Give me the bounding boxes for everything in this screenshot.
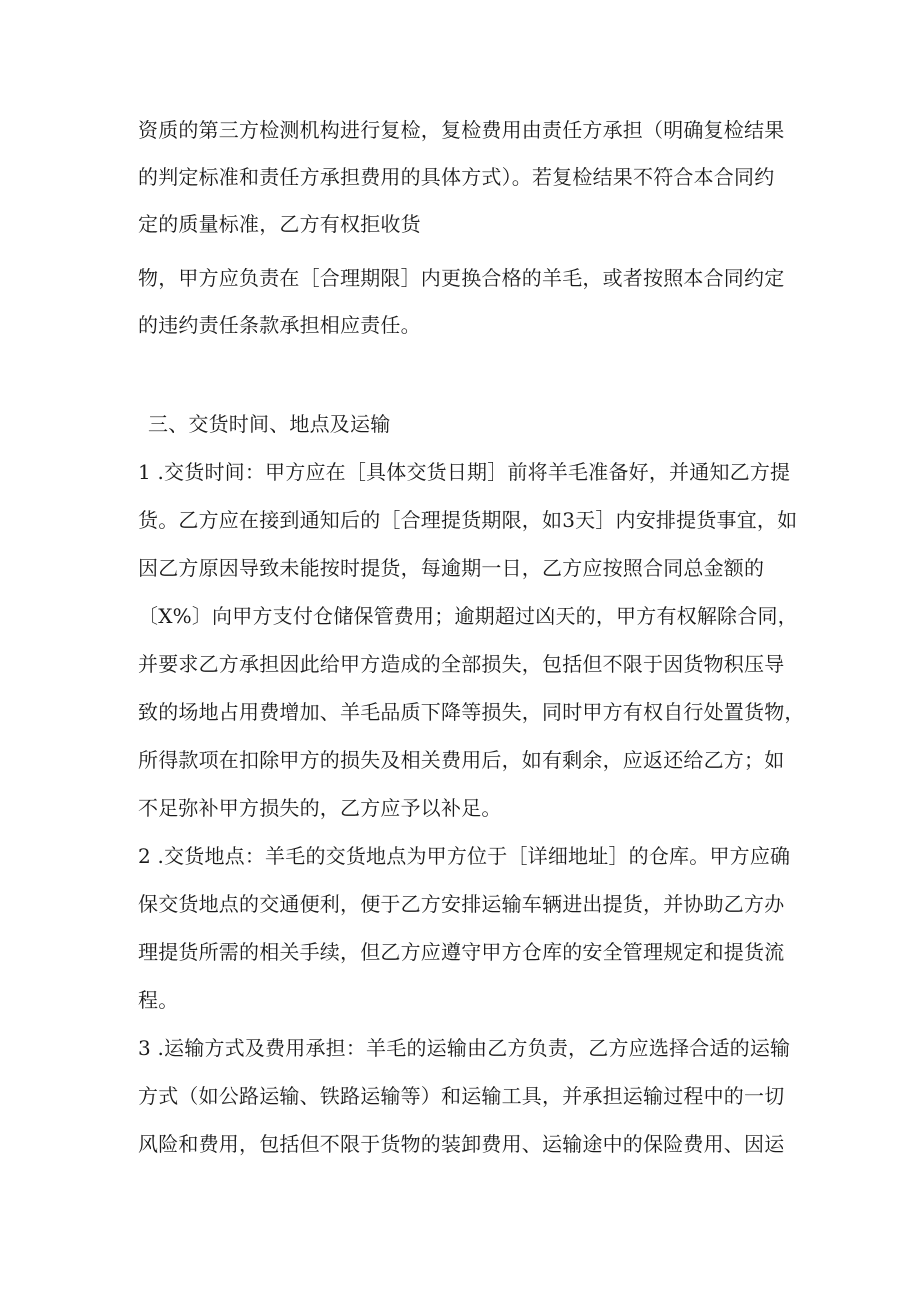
text-line: 不足弥补甲方损失的，乙方应予以补足。 [138,796,502,820]
text-line: 因乙方原因导致未能按时提货，每逾期一日，乙方应按照合同总金额的 [138,556,765,580]
text-line: 的判定标准和责任方承担费用的具体方式）。若复检结果不符合本合同约 [138,165,775,189]
text-line: 程。 [138,988,179,1012]
text-line: 2 .交货地点：羊毛的交货地点为甲方位于［详细地址］的仓库。甲方应确 [138,844,791,868]
text-line: 保交货地点的交通便利，便于乙方安排运输车辆进出提货，并协助乙方办 [138,892,785,916]
section-heading: 三、交货时间、地点及运输 [148,412,391,436]
text-line: 的违约责任条款承担相应责任。 [138,313,421,337]
text-line: 3 .运输方式及费用承担：羊毛的运输由乙方负责，乙方应选择合适的运输 [138,1036,791,1060]
text-line: 方式（如公路运输、铁路运输等）和运输工具，并承担运输过程中的一切 [138,1084,785,1108]
text-line: 货。乙方应在接到通知后的［合理提货期限，如3天］内安排提货事宜，如 [138,508,798,532]
text-line: 并要求乙方承担因此给甲方造成的全部损失，包括但不限于因货物积压导 [138,652,785,676]
text-line: 〔X%〕向甲方支付仓储保管费用；逾期超过凶天的，甲方有权解除合同， [138,604,798,628]
text-line: 1 .交货时间：甲方应在［具体交货日期］前将羊毛准备好，并通知乙方提 [138,460,791,484]
text-line: 所得款项在扣除甲方的损失及相关费用后，如有剩余，应返还给乙方；如 [138,748,785,772]
text-line: 理提货所需的相关手续，但乙方应遵守甲方仓库的安全管理规定和提货流 [138,940,785,964]
text-line: 定的质量标准，乙方有权拒收货 [138,212,421,236]
text-line: 致的场地占用费增加、羊毛品质下降等损失，同时甲方有权自行处置货物， [138,700,805,724]
text-line: 风险和费用，包括但不限于货物的装卸费用、运输途中的保险费用、因运 [138,1132,785,1156]
text-line: 资质的第三方检测机构进行复检，复检费用由责任方承担（明确复检结果 [138,118,785,142]
text-line: 物，甲方应负责在［合理期限］内更换合格的羊毛，或者按照本合同约定 [138,266,785,290]
